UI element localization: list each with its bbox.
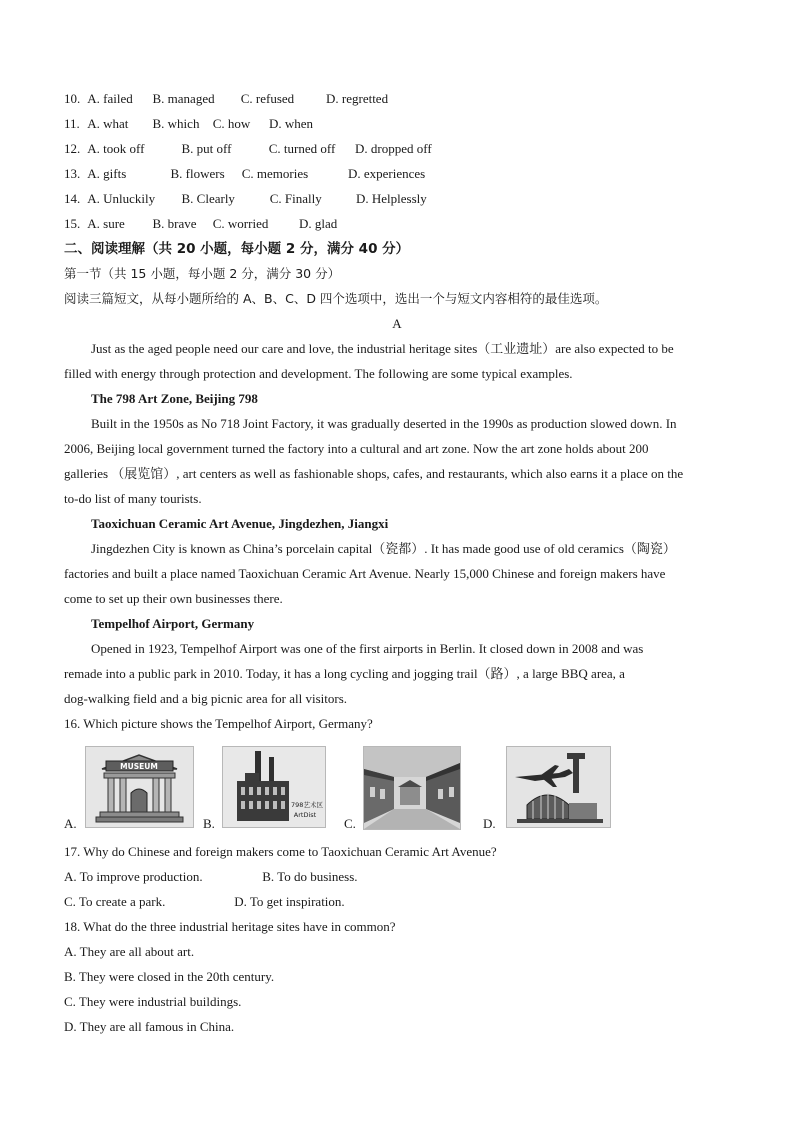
option-row-11: [64, 115, 313, 133]
question-18-option-a: A. They are all about art.: [64, 944, 195, 959]
option-row-12: [64, 140, 432, 158]
option-c: C. memories: [241, 166, 309, 181]
passage-798-line-3: galleries （展览馆）, art centers as well as fashionable shops, cafes, and restaurants, which also earns it a place on the: [64, 466, 684, 481]
airport-icon: [507, 747, 610, 827]
museum-sign-text: MUSEUM: [120, 762, 158, 771]
passage-heading-798: The 798 Art Zone, Beijing 798: [91, 391, 258, 406]
option-c: C. worried: [212, 216, 269, 231]
option-b: B. which: [152, 116, 200, 131]
option-c: C. turned off: [268, 141, 336, 156]
question-17-stem: 17. Why do Chinese and foreign makers come to Taoxichuan Ceramic Art Avenue?: [64, 844, 497, 859]
question-18-option-d: D. They are all famous in China.: [64, 1019, 235, 1034]
option-d: D. experiences: [348, 166, 426, 181]
question-number: 12.: [64, 141, 81, 156]
question-18-option-c: C. They were industrial buildings.: [64, 994, 242, 1009]
museum-picture[interactable]: [85, 746, 194, 828]
question-17-options-row-2: [64, 893, 345, 911]
street-buildings-icon: [364, 747, 460, 829]
passage-heading-tempelhof: Tempelhof Airport, Germany: [91, 616, 255, 631]
option-c: C. how: [212, 116, 251, 131]
passage-label: A: [392, 316, 402, 331]
question-number: 13.: [64, 166, 81, 181]
passage-intro-line-2: filled with energy through protection and development. The following are some typical examples.: [64, 366, 573, 381]
option-b: B. brave: [152, 216, 197, 231]
picture-label-d: D.: [483, 816, 496, 831]
question-number: 10.: [64, 91, 81, 106]
section-title: 二、阅读理解（共 20 小题，每小题 2 分，满分 40 分）: [64, 241, 410, 257]
passage-taoxichuan-line-3: come to set up their own businesses there.: [64, 591, 283, 606]
question-18-option-b: B. They were closed in the 20th century.: [64, 969, 275, 984]
question-number: 15.: [64, 216, 81, 231]
airport-picture[interactable]: [506, 746, 611, 828]
ceramic-avenue-picture[interactable]: [363, 746, 461, 830]
option-row-14: [64, 190, 427, 208]
option-d: D. regretted: [326, 91, 389, 106]
option-row-15: [64, 215, 337, 233]
option-b: B. managed: [152, 91, 215, 106]
section-subtitle: 第一节（共 15 小题，每小题 2 分，满分 30 分）: [64, 266, 341, 281]
museum-icon: [86, 747, 193, 827]
option-d: D. glad: [299, 216, 338, 231]
section-instruction: 阅读三篇短文，从每小题所给的 A、B、C、D 四个选项中，选出一个与短文内容相符的最佳选项。: [64, 291, 608, 306]
picture-label-a: A.: [64, 816, 77, 831]
passage-798-line-1: Built in the 1950s as No 718 Joint Factory, it was gradually deserted in the 1990s as production slowed down. In: [91, 416, 677, 431]
passage-798-line-4: to-do list of many tourists.: [64, 491, 202, 506]
option-c: C. To create a park.: [64, 894, 166, 909]
option-a: A. sure: [87, 216, 125, 231]
passage-heading-taoxichuan: Taoxichuan Ceramic Art Avenue, Jingdezhen, Jiangxi: [91, 516, 389, 531]
option-c: C. Finally: [269, 191, 322, 206]
option-b: B. put off: [181, 141, 232, 156]
factory-building-icon: [223, 747, 325, 827]
option-row-13: [64, 165, 425, 183]
passage-tempelhof-line-2: remade into a public park in 2010. Today, it has a long cycling and jogging trail（路）, a large BBQ area, a: [64, 666, 625, 681]
option-d: D. Helplessly: [356, 191, 427, 206]
option-d: D. dropped off: [355, 141, 432, 156]
option-c: C. refused: [240, 91, 295, 106]
option-b: B. To do business.: [262, 869, 358, 884]
art-zone-sign-text: 798艺术区: [291, 801, 323, 809]
option-row-10: [64, 90, 388, 108]
question-16-stem: 16. Which picture shows the Tempelhof Airport, Germany?: [64, 716, 373, 731]
passage-intro-line-1: Just as the aged people need our care and love, the industrial heritage sites（工业遗址）are also expected to be: [91, 341, 674, 356]
option-a: A. failed: [87, 91, 133, 106]
option-b: B. Clearly: [181, 191, 235, 206]
option-a: A. took off: [87, 141, 145, 156]
option-a: A. gifts: [87, 166, 127, 181]
passage-taoxichuan-line-1: Jingdezhen City is known as China’s porcelain capital（瓷都）. It has made good use of old ceramics（陶瓷）: [91, 541, 676, 556]
passage-798-line-2: 2006, Beijing local government turned the factory into a cultural and art zone. Now the art zone holds about 200: [64, 441, 649, 456]
option-a: A. Unluckily: [87, 191, 156, 206]
question-number: 11.: [64, 116, 80, 131]
passage-taoxichuan-line-2: factories and built a place named Taoxichuan Ceramic Art Avenue. Nearly 15,000 Chinese and foreign makers have: [64, 566, 666, 581]
art-zone-798-picture[interactable]: [222, 746, 326, 828]
picture-label-c: C.: [344, 816, 356, 831]
picture-label-b: B.: [203, 816, 215, 831]
option-b: B. flowers: [170, 166, 225, 181]
question-18-stem: 18. What do the three industrial heritage sites have in common?: [64, 919, 396, 934]
option-a: A. To improve production.: [64, 869, 203, 884]
option-d: D. To get inspiration.: [234, 894, 345, 909]
passage-tempelhof-line-3: dog-walking field and a big picnic area for all visitors.: [64, 691, 348, 706]
option-a: A. what: [87, 116, 129, 131]
question-17-options-row-1: [64, 868, 358, 886]
question-number: 14.: [64, 191, 81, 206]
art-zone-sign-subtext: ArtDist: [293, 811, 317, 819]
option-d: D. when: [269, 116, 314, 131]
passage-tempelhof-line-1: Opened in 1923, Tempelhof Airport was one of the first airports in Berlin. It closed down in 2008 and was: [91, 641, 644, 656]
